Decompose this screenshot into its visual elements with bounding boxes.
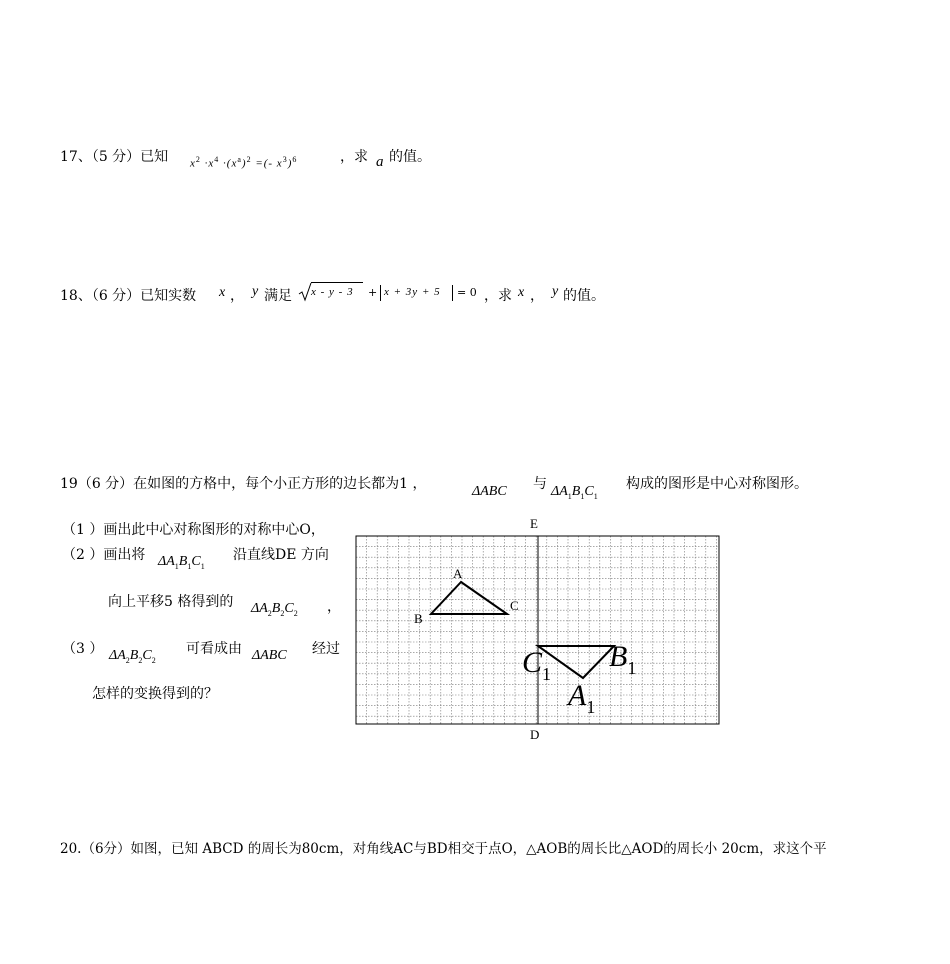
- label-C: C: [510, 598, 519, 613]
- q19-part2a: （2 ）画出将: [62, 547, 146, 563]
- q19-part3c: 经过: [312, 641, 340, 657]
- q17-formula: $x^2 \cdot x^4 \cdot(x^a)^2$ =(- $x^3)^6$: [190, 155, 298, 170]
- q18-sqrt-body: x - y - 3: [311, 286, 354, 298]
- q19-part3b: 可看成由: [186, 641, 242, 657]
- q18-var-y2: y: [552, 284, 559, 299]
- q19-head: 19（6 分）在如图的方格中，每个小正方形的边长都为1 ，: [60, 476, 427, 492]
- label-B1: $B_1$: [609, 640, 637, 678]
- q18-comma: ，: [230, 288, 244, 304]
- q18-abs-left: [380, 285, 381, 301]
- q19-part2-tri1: $\Delta A_1B_1C_1$: [158, 554, 205, 571]
- q19-abc: ΔABC: [472, 484, 507, 499]
- q19-with: 与: [533, 476, 547, 492]
- q18-score: （6 分）已知实数: [91, 288, 197, 304]
- q19-part3-tri2: $\Delta A_2B_2C_2$: [109, 648, 156, 665]
- q18-abs-body: x + 3y + 5: [384, 286, 441, 298]
- q18-line: [60, 285, 196, 305]
- q18-satisfy: 满足: [264, 288, 292, 304]
- q18-var-x: x: [219, 285, 226, 300]
- q18-end: 的值。: [563, 288, 605, 304]
- q18-number: 18、: [60, 288, 92, 304]
- q19-part3-abc: ΔABC: [252, 648, 287, 663]
- q17-number: 17、: [60, 149, 92, 165]
- label-D: D: [530, 727, 540, 742]
- q19-grid-figure: [345, 515, 735, 745]
- q18-abs-right: [452, 285, 453, 301]
- q19-part3a: （3 ）: [62, 641, 104, 657]
- q18-sqrt-bar: [311, 282, 363, 283]
- label-A: A: [453, 566, 463, 581]
- label-E: E: [530, 516, 538, 531]
- q19-part2d: ，: [327, 599, 341, 615]
- q17-score: （5 分）已知: [91, 149, 169, 165]
- q18-eq0: = 0: [457, 286, 477, 299]
- q18-comma2: ，: [530, 288, 544, 304]
- triangle-ABC: [431, 582, 507, 614]
- q18-var-x2: x: [518, 285, 525, 300]
- q19-a1b1c1: $\Delta A_1B_1C_1$: [551, 484, 598, 501]
- label-B: B: [414, 611, 423, 626]
- q17-mid: ，求: [340, 149, 368, 165]
- label-A1: $A_1$: [568, 679, 596, 717]
- q19-part2c: 向上平移5 格得到的: [108, 594, 234, 610]
- q18-sqrt-sign: [298, 282, 312, 302]
- q17-end: 的值。: [389, 149, 431, 165]
- q17-var-a: a: [376, 154, 384, 170]
- label-C1: $C_1$: [522, 646, 552, 684]
- q19-tail: 构成的图形是中心对称图形。: [626, 476, 808, 492]
- q18-mid: ，求: [484, 288, 512, 304]
- q20-line: 20.（6分）如图，已知 ABCD 的周长为80cm，对角线AC与BD相交于点O，△AOB的周长比△AOD的周长小 20cm，求这个平: [60, 841, 827, 857]
- q19-part3d: 怎样的变换得到的？: [92, 686, 218, 702]
- q17-line: [60, 146, 168, 166]
- q18-var-y: y: [252, 284, 259, 299]
- q19-part2-tri2: $\Delta A_2B_2C_2$: [251, 601, 298, 618]
- q19-part2b: 沿直线DE 方向: [233, 547, 329, 563]
- q19-part1: （1 ）画出此中心对称图形的对称中心O，: [62, 522, 325, 538]
- q18-plus: +: [368, 286, 378, 299]
